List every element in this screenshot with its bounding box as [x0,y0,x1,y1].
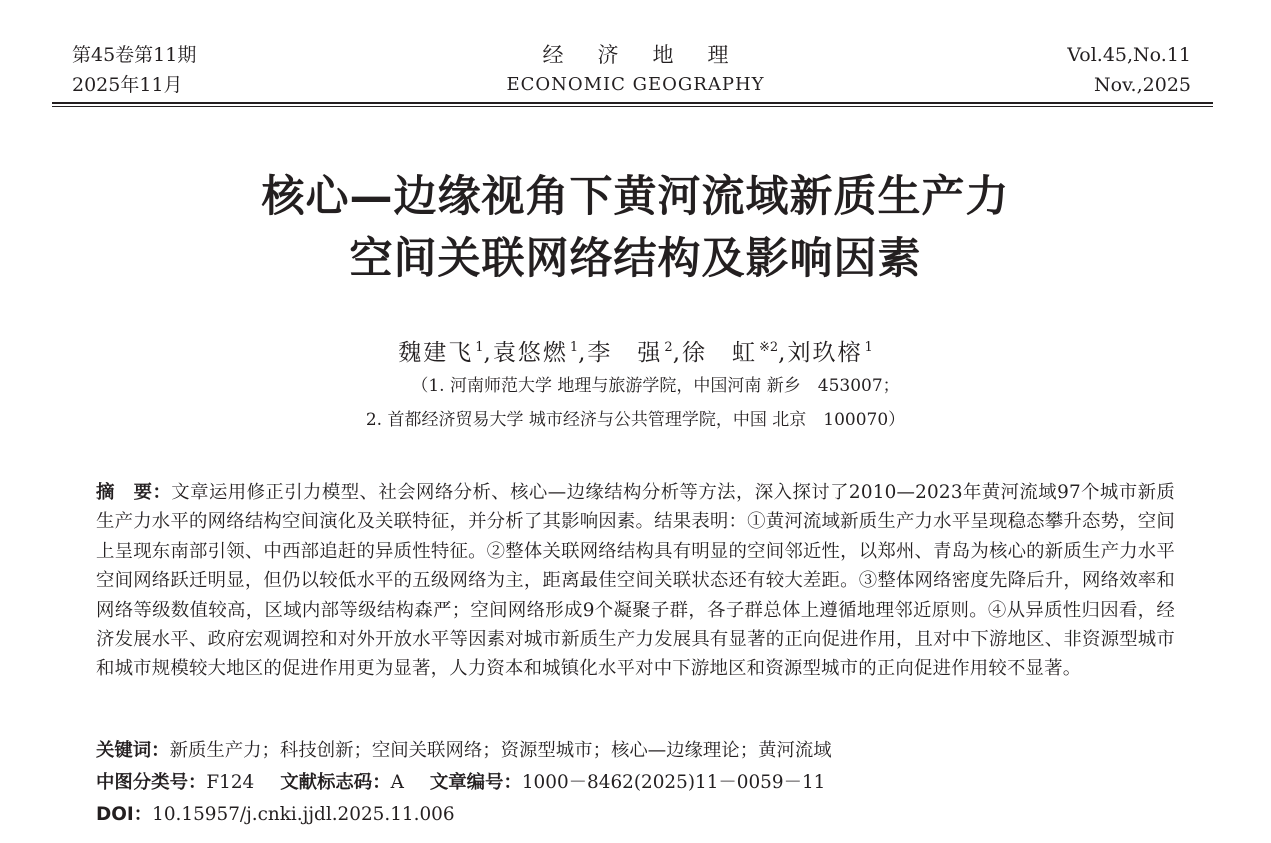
journal-name-cn: 经济地理 [542,43,763,67]
author-name: 袁悠燃 [492,340,568,366]
author-name: 李 强 [587,340,663,366]
affiliation-1: （1. 河南师范大学 地理与旅游学院，中国河南 新乡 453007； [411,376,900,396]
keywords-text: 新质生产力；科技创新；空间关联网络；资源型城市；核心—边缘理论；黄河流域 [169,740,832,761]
abstract [96,478,1175,684]
doi-value[interactable]: 10.15957/j.cnki.jjdl.2025.11.006 [152,804,455,825]
doi-line [96,800,455,829]
clc-label: 中图分类号： [96,772,207,793]
author-affiliation-mark: 1 [569,340,579,355]
author-affiliation-mark: 2 [664,340,673,355]
author-name: 魏建飞 [398,340,474,366]
header-right [1067,40,1191,100]
date-cn: 2025年11月 [72,74,183,96]
classification-line [96,768,825,797]
author-affiliation-mark: ※2 [759,340,779,355]
author-affiliation-mark: 1 [864,340,873,355]
article-number-label: 文章编号： [429,772,522,793]
header-rule-thick [52,102,1213,104]
title-line-1: 核心—边缘视角下黄河流域新质生产力 [261,172,1010,222]
author-name: 刘玖榕 [787,340,863,366]
affiliation-2: 2. 首都经济贸易大学 城市经济与公共管理学院，中国 北京 100070） [365,410,906,430]
article-title [0,166,1271,290]
document-code-value: A [390,772,404,793]
volume-issue-cn: 第45卷第11期 [72,44,197,66]
article-number-value: 1000－8462(2025)11－0059－11 [521,772,826,793]
header-rule-thin [52,106,1213,107]
abstract-label: 摘 要： [96,482,172,503]
clc-value: F124 [206,772,255,793]
title-line-2: 空间关联网络结构及影响因素 [349,234,922,284]
author-list: 魏建飞 $^1$,袁悠燃 $^1$,李 强 $^2$,徐 虹 $^{※2}$,刘玖榕 $^1$ [398,340,873,366]
keywords [96,736,832,765]
doi-label: DOI： [96,804,153,825]
author-name: 徐 虹 [682,340,757,366]
author-affiliation-mark: 1 [475,340,484,355]
journal-name-en: ECONOMIC GEOGRAPHY [506,74,765,95]
abstract-text: 文章运用修正引力模型、社会网络分析、核心—边缘结构分析等方法，深入探讨了2010—2023年黄河流域97个城市新质生产力水平的网络结构空间演化及关联特征，并分析了其影响因素。结果表明：①黄河流域新质生产力水平呈现稳态攀升态势，空间上呈现东南部引领、中西部追赶的异质性特征。②整体关联网络结构具有明显的空间邻近性，以郑州、青岛为核心的新质生产力水平空间网络跃迁明显，但仍以较低水平的五级网络为主，距离最佳空间关联状态还有较大差距。③整体网络密度先降后升，网络效率和网络等级数值较高，区域内部等级结构森严；空间网络形成9个凝聚子群，各子群总体上遵循地理邻近原则。④从异质性归因看，经济发展水平、政府宏观调控和对外开放水平等因素对城市新质生产力发展具有显著的正向促进作用，且对中下游地区、非资源型城市和城市规模较大地区的促进作用更为显著，人力资本和城镇化水平对中下游地区和资源型城市的正向促进作用较不显著。 [96,482,1175,680]
document-code-label: 文献标志码： [280,772,391,793]
volume-issue-en: Vol.45,No.11 [1067,44,1191,66]
keywords-label: 关键词： [96,740,170,761]
date-en: Nov.,2025 [1094,74,1191,96]
